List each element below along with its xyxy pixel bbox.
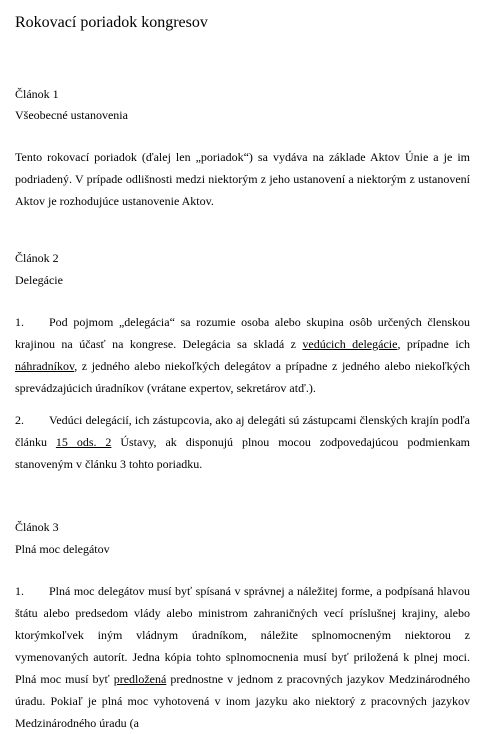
article-reference-link[interactable]: 15 ods. 2 [55, 435, 112, 449]
underlined-term: predložená [113, 672, 167, 686]
article-2-paragraph-2 [15, 409, 470, 475]
article-2-heading: Delegácie [15, 273, 63, 287]
article-1-number: Článok 1 [15, 87, 59, 101]
paragraph-text: Pod pojmom „delegácia“ sa rozumie osoba alebo skupina osôb určených členskou krajinou na účasť na kongrese. Delegácia sa skladá z [15, 315, 470, 351]
article-3-paragraph-1 [15, 580, 470, 734]
article-2-number: Článok 2 [15, 251, 59, 265]
underlined-term: vedúcich delegácie [302, 337, 398, 351]
paragraph-text: , prípadne ich [397, 337, 470, 351]
article-1-paragraph: Tento rokovací poriadok (ďalej len „poriadok“) sa vydáva na základe Aktov Únie a je im podriadený. V prípade odlišnosti medzi niektorým z jeho ustanovení a niektorým z ustanovení Aktov je rozhodujúce ustanovenie Aktov. [15, 150, 470, 208]
paragraph-number: 2. [15, 413, 24, 427]
paragraph-text: Ústavy, ak disponujú plnou mocou zodpovedajúcou podmienkam stanoveným v článku 3 tohto poriadku. [15, 435, 470, 471]
paragraph-text: Vedúci delegácií, ich zástupcovia, ako aj delegáti sú zástupcami členských krajín podľa článku [15, 413, 470, 449]
article-3-heading: Plná moc delegátov [15, 542, 110, 556]
article-3-number: Článok 3 [15, 520, 59, 534]
paragraph-number: 1. [15, 315, 24, 329]
paragraph-number: 1. [15, 584, 24, 598]
article-1-heading: Všeobecné ustanovenia [15, 108, 128, 122]
paragraph-text: , z jedného alebo niekoľkých delegátov a prípadne z jedného alebo niekoľkých sprevádzajúcich úradníkov (vrátane expertov, sekretárov atď.). [15, 359, 470, 395]
document-title: Rokovací poriadok kongresov [15, 14, 208, 31]
underlined-term: náhradníkov [15, 359, 75, 373]
paragraph-text: prednostne v jednom z pracovných jazykov Medzinárodného úradu. Pokiaľ je plná moc vyhotovená v inom jazyku ako niektorý z pracovných jazykov Medzinárodného úradu (a [15, 672, 470, 730]
article-2-paragraph-1 [15, 311, 470, 399]
paragraph-text: Plná moc delegátov musí byť spísaná v správnej a náležitej forme, a podpísaná hlavou štátu alebo predsedom vlády alebo ministrom zahraničných vecí príslušnej krajiny, alebo ktorýmkoľvek iným vládnym úradníkom, náležite splnomocneným niektorou z vymenovaných autorít. Jedna kópia tohto splnomocnenia musí byť priložená k plnej moci. Plná moc musí byť [15, 584, 470, 686]
